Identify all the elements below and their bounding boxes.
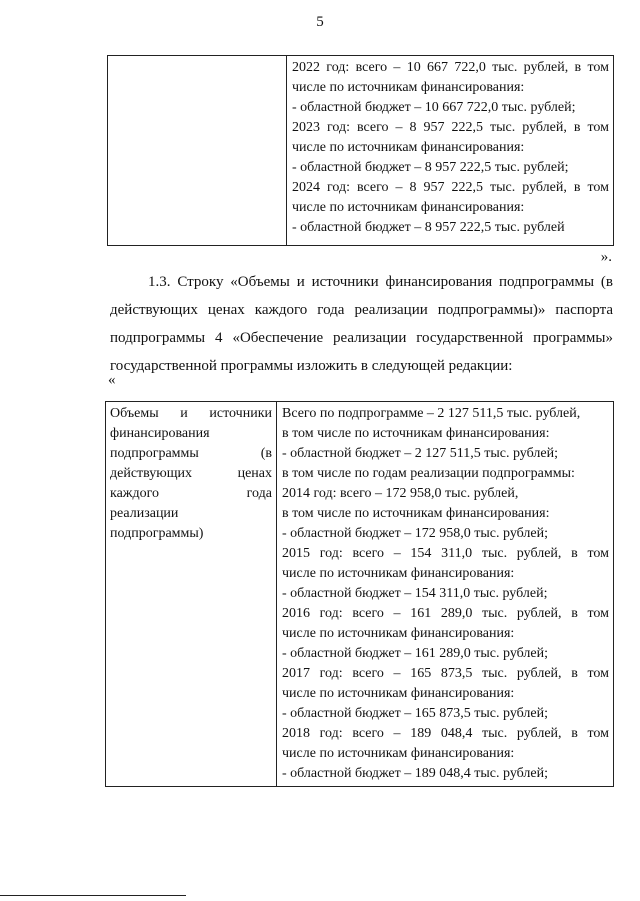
- label-line: реализации: [110, 506, 179, 521]
- paragraph-line: государственной программы изложить в следующей редакции:: [110, 358, 513, 374]
- label-line: финансирования: [110, 426, 210, 441]
- page-number: 5: [316, 14, 324, 30]
- text-line: числе по источникам финансирования:: [292, 200, 525, 215]
- text-line: 2022 год: всего – 10 667 722,0 тыс. рублей, в том: [292, 60, 609, 75]
- text-line: - областной бюджет – 189 048,4 тыс. рублей;: [282, 766, 548, 781]
- table-cell-funding-years: [287, 56, 614, 246]
- footnote-divider: [0, 895, 186, 896]
- table-cell-label: [106, 402, 277, 787]
- text-line: 2018 год: всего – 189 048,4 тыс. рублей, в том: [282, 726, 609, 741]
- text-line: 2017 год: всего – 165 873,5 тыс. рублей, в том: [282, 666, 609, 681]
- text-line: - областной бюджет – 172 958,0 тыс. рублей;: [282, 526, 548, 541]
- text-line: - областной бюджет – 2 127 511,5 тыс. рублей;: [282, 446, 558, 461]
- text-line: в том числе по источникам финансирования:: [282, 506, 550, 521]
- text-line: 2023 год: всего – 8 957 222,5 тыс. рублей, в том: [292, 120, 609, 135]
- text-line: числе по источникам финансирования:: [282, 626, 515, 641]
- table-row: [108, 56, 614, 246]
- label-line: подпрограммы): [110, 526, 204, 541]
- text-line: числе по источникам финансирования:: [282, 566, 515, 581]
- label-line: действующих ценах: [110, 466, 272, 481]
- text-line: - областной бюджет – 154 311,0 тыс. рублей;: [282, 586, 548, 601]
- paragraph-line: подпрограммы 4 «Обеспечение реализации государственной программы»: [110, 330, 613, 346]
- table-cell-funding: [277, 402, 614, 787]
- text-line: числе по источникам финансирования:: [292, 80, 525, 95]
- funding-table-continuation: [107, 55, 614, 246]
- text-line: числе по источникам финансирования:: [282, 686, 515, 701]
- text-line: - областной бюджет – 10 667 722,0 тыс. рублей;: [292, 100, 576, 115]
- closing-quote: ».: [600, 249, 612, 265]
- text-line: числе по источникам финансирования:: [292, 140, 525, 155]
- text-line: - областной бюджет – 8 957 222,5 тыс. рублей;: [292, 160, 569, 175]
- label-line: каждого года: [110, 486, 272, 501]
- opening-quote: «: [108, 372, 116, 388]
- text-line: - областной бюджет – 165 873,5 тыс. рублей;: [282, 706, 548, 721]
- text-line: Всего по подпрограмме – 2 127 511,5 тыс. рублей,: [282, 406, 581, 421]
- text-line: 2016 год: всего – 161 289,0 тыс. рублей, в том: [282, 606, 609, 621]
- label-line: подпрограммы (в: [110, 446, 272, 461]
- label-line: Объемы и источники: [110, 406, 272, 421]
- text-line: - областной бюджет – 8 957 222,5 тыс. рублей: [292, 220, 565, 235]
- text-line: 2015 год: всего – 154 311,0 тыс. рублей, в том: [282, 546, 609, 561]
- amendment-paragraph: [110, 268, 613, 380]
- text-line: 2024 год: всего – 8 957 222,5 тыс. рублей, в том: [292, 180, 609, 195]
- text-line: 2014 год: всего – 172 958,0 тыс. рублей,: [282, 486, 519, 501]
- text-line: числе по источникам финансирования:: [282, 746, 515, 761]
- paragraph-line: 1.3. Строку «Объемы и источники финансирования подпрограммы (в: [148, 274, 613, 290]
- table-row: [106, 402, 614, 787]
- text-line: - областной бюджет – 161 289,0 тыс. рублей;: [282, 646, 548, 661]
- funding-table: [105, 401, 614, 787]
- paragraph-line: действующих ценах каждого года реализации подпрограммы)» паспорта: [110, 302, 613, 318]
- text-line: в том числе по годам реализации подпрограммы:: [282, 466, 575, 481]
- text-line: в том числе по источникам финансирования:: [282, 426, 550, 441]
- table-cell-empty: [108, 56, 287, 246]
